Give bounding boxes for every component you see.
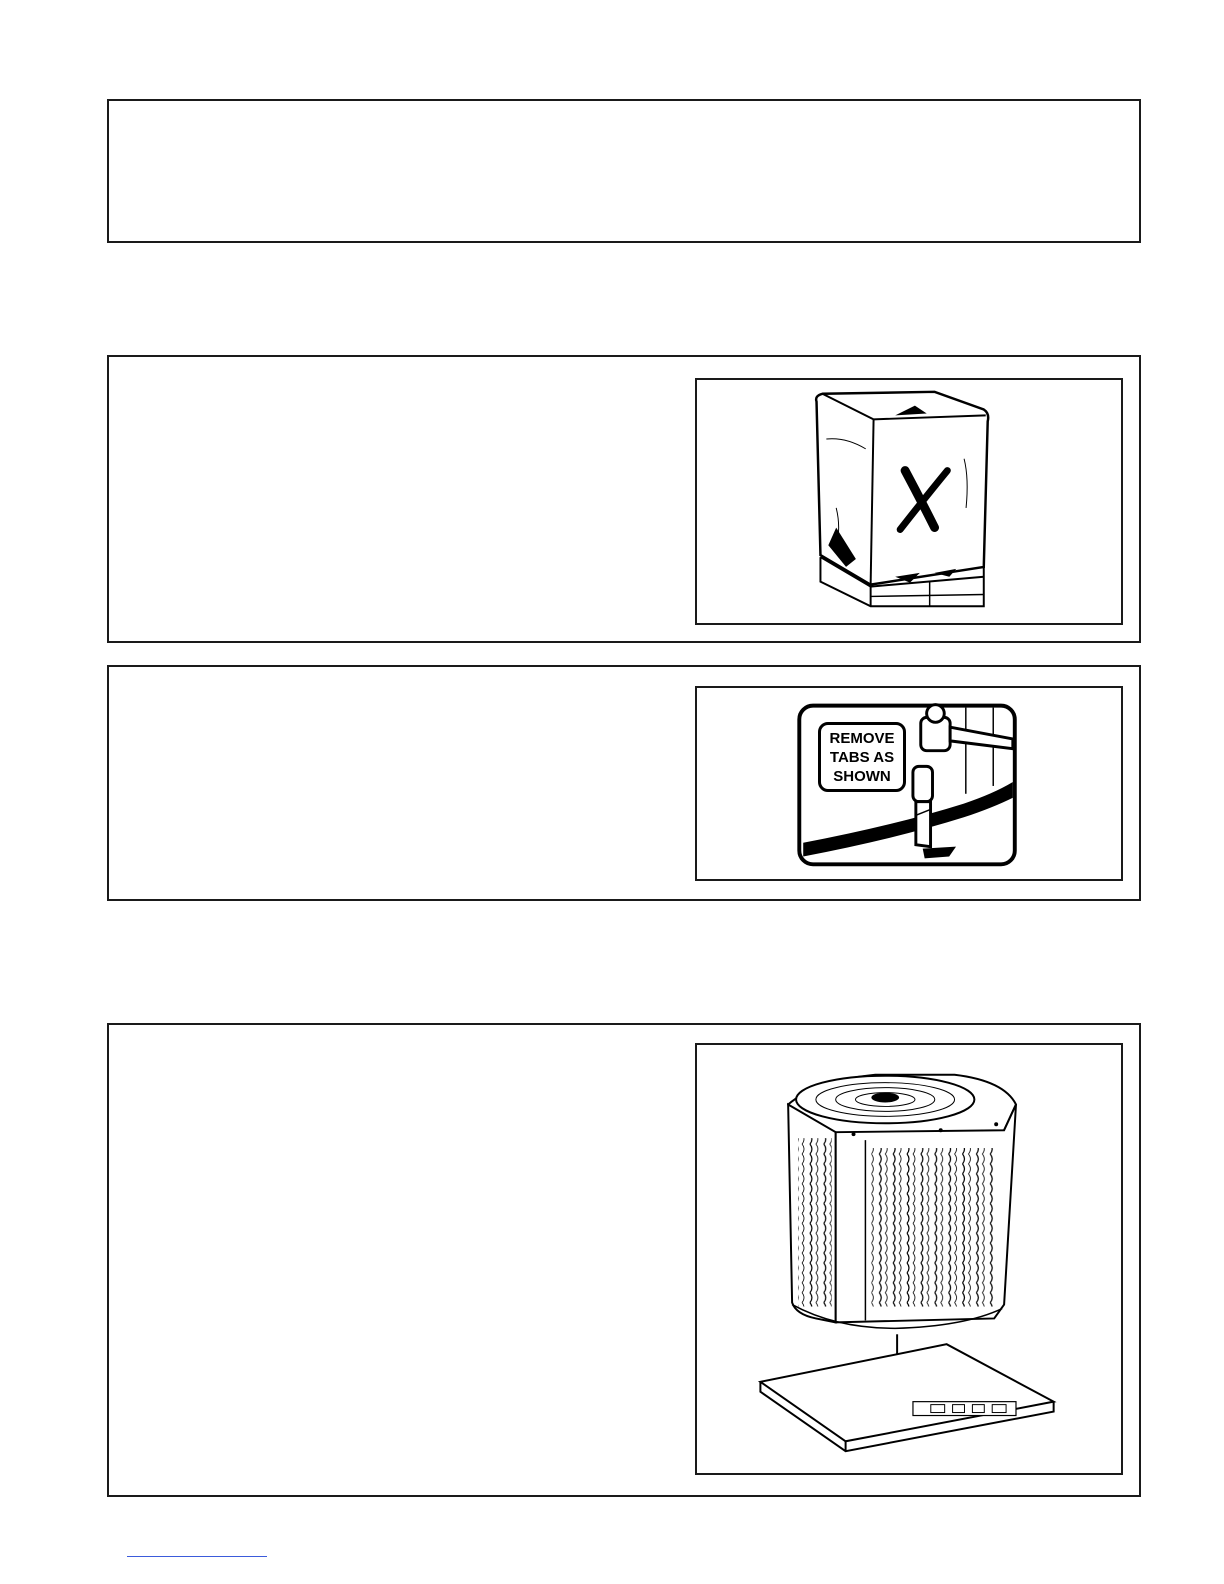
unpack-unit-figure [695, 378, 1123, 625]
footer-link-underline[interactable] [127, 1556, 267, 1557]
label-line-2: TABS AS [829, 748, 895, 766]
label-line-3: SHOWN [833, 767, 891, 785]
remove-tabs-label [818, 722, 906, 792]
condenser-on-pad-icon [697, 1045, 1121, 1473]
top-notice-box [107, 99, 1141, 243]
packaged-unit-with-x-icon [697, 380, 1121, 623]
place-unit-on-pad-figure [695, 1043, 1123, 1475]
remove-tabs-figure [695, 686, 1123, 881]
hammer-chisel-icon [697, 688, 1121, 879]
label-line-1: REMOVE [829, 729, 895, 747]
